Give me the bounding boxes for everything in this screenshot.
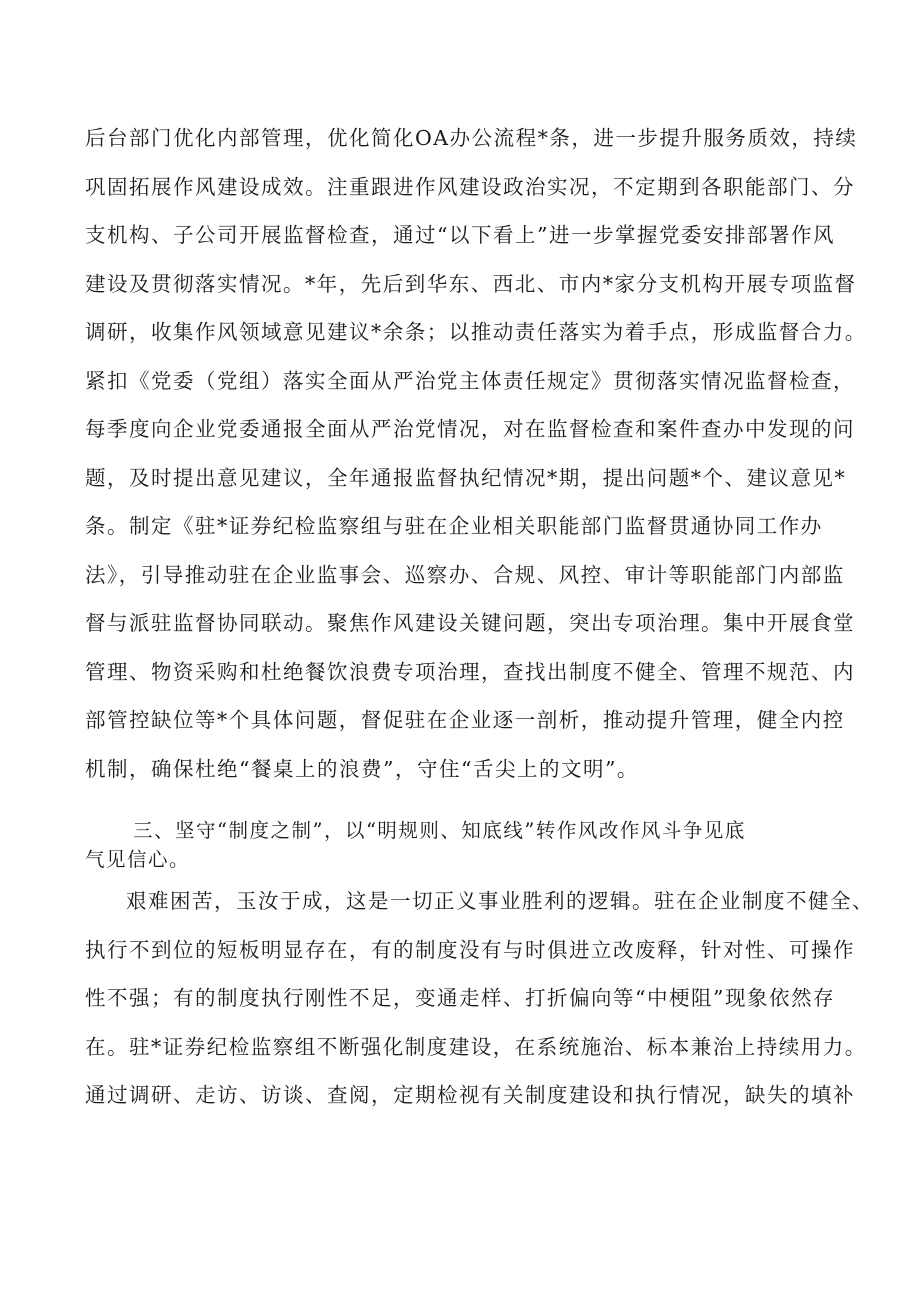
text-line: 机制，确保杜绝“餐桌上的浪费”，守住“舌尖上的文明”。 [85,756,639,781]
text-line: 管理、物资采购和杜绝餐饮浪费专项治理，查找出制度不健全、管理不规范、内 [85,659,855,684]
body-paragraph [85,114,867,793]
text-line: 督与派驻监督协同联动。聚焦作风建设关键问题，突出专项治理。集中开展食堂 [85,611,855,635]
text-line: 建设及贯彻落实情况。*年，先后到华东、西北、市内*家分支机构开展专项监督 [85,271,857,296]
text-line: 性不强；有的制度执行刚性不足，变通走样、打折偏向等“中梗阻”现象依然存 [85,986,835,1010]
body-paragraph [85,877,874,1120]
text-line: 巩固拓展作风建设成效。注重跟进作风建设政治实况，不定期到各职能部门、分 [85,174,855,199]
heading-line: 气见信心。 [85,848,191,871]
heading-line: 三、坚守“制度之制”，以“明规则、知底线”转作风改作风斗争见底 [133,819,746,842]
text-line: 支机构、子公司开展监督检查，通过“以下看上”进一步掌握党委安排部署作风 [85,223,835,247]
text-line: 部管控缺位等*个具体问题，督促驻在企业逐一剖析，推动提升管理，健全内控 [85,708,845,732]
text-line: 题，及时提出意见建议，全年通报监督执纪情况*期，提出问题*个、建议意见* [85,465,847,490]
text-line: 每季度向企业党委通报全面从严治党情况，对在监督检查和案件查办中发现的问 [85,417,855,441]
text-line: 调研，收集作风领域意见建议*余条；以推动责任落实为着手点，形成监督合力。 [85,320,867,344]
text-line: 在。驻*证券纪检监察组不断强化制度建设，在系统施治、标本兼治上持续用力。 [85,1034,867,1059]
text-line: 艰难困苦，玉汝于成，这是一切正义事业胜利的逻辑。驻在企业制度不健全、 [126,889,874,913]
text-line: 紧扣《党委（党组）落实全面从严治党主体责任规定》贯彻落实情况监督检查， [85,368,855,393]
text-line: 后台部门优化内部管理，优化简化OA办公流程*条，进一步提升服务质效，持续 [85,126,858,150]
text-line: 通过调研、走访、访谈、查阅，定期检视有关制度建设和执行情况，缺失的填补 [85,1083,855,1107]
text-line: 条。制定《驻*证券纪检监察组与驻在企业相关职能部门监督贯通协同工作办 [85,514,823,538]
section-heading [85,816,855,874]
text-line: 法》，引导推动驻在企业监事会、巡察办、合规、风控、审计等职能部门内部监 [85,562,845,587]
text-line: 执行不到位的短板明显存在，有的制度没有与时俱进立改废释，针对性、可操作 [85,937,855,962]
